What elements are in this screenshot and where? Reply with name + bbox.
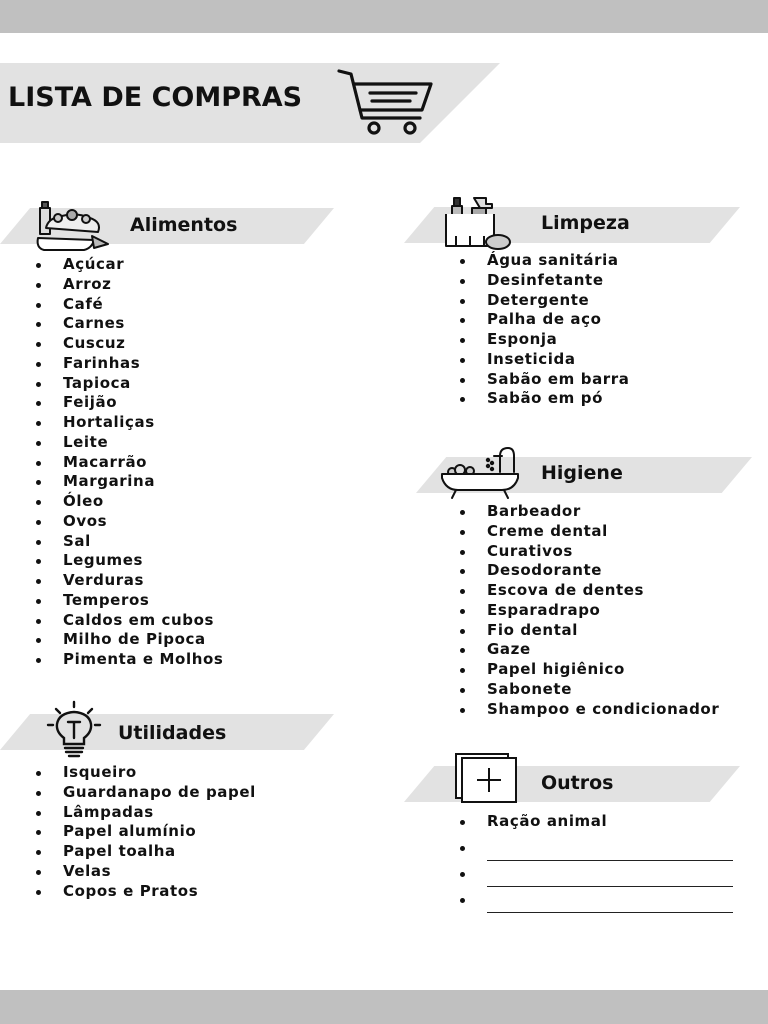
section-title: Outros bbox=[541, 772, 614, 794]
list-item: Lâmpadas bbox=[35, 803, 256, 823]
list-item: Esparadrapo bbox=[459, 601, 719, 621]
section-title: Higiene bbox=[541, 462, 623, 484]
list-item: Feijão bbox=[35, 393, 223, 413]
list-item: Açúcar bbox=[35, 255, 223, 275]
list-item: Macarrão bbox=[35, 453, 223, 473]
list-item: Isqueiro bbox=[35, 763, 256, 783]
blank-line bbox=[487, 886, 733, 887]
list-item: Papel higiênico bbox=[459, 660, 719, 680]
list-item: Sabão em barra bbox=[459, 370, 630, 390]
list-item: Ração animal bbox=[459, 812, 607, 832]
add-box-icon bbox=[454, 752, 518, 804]
blank-list-item[interactable] bbox=[459, 838, 487, 864]
list-item: Verduras bbox=[35, 571, 223, 591]
groceries-icon bbox=[32, 198, 112, 258]
list-item: Papel alumínio bbox=[35, 822, 256, 842]
blank-lines bbox=[459, 838, 487, 916]
list-item: Gaze bbox=[459, 640, 719, 660]
list-item: Escova de dentes bbox=[459, 581, 719, 601]
top-bar bbox=[0, 0, 768, 33]
list-item: Detergente bbox=[459, 291, 630, 311]
list-item: Leite bbox=[35, 433, 223, 453]
blank-list-item[interactable] bbox=[459, 864, 487, 890]
list-item: Legumes bbox=[35, 551, 223, 571]
list-item: Pimenta e Molhos bbox=[35, 650, 223, 670]
page-title: LISTA DE COMPRAS bbox=[8, 82, 303, 113]
list-item: Guardanapo de papel bbox=[35, 783, 256, 803]
list-item: Arroz bbox=[35, 275, 223, 295]
list-item: Curativos bbox=[459, 542, 719, 562]
list-item: Óleo bbox=[35, 492, 223, 512]
list-item: Água sanitária bbox=[459, 251, 630, 271]
list-item: Milho de Pipoca bbox=[35, 630, 223, 650]
item-list bbox=[35, 763, 256, 901]
cleaning-supplies-icon bbox=[442, 192, 512, 252]
list-item: Velas bbox=[35, 862, 256, 882]
list-item: Sal bbox=[35, 532, 223, 552]
item-list bbox=[35, 255, 223, 670]
list-item: Papel toalha bbox=[35, 842, 256, 862]
list-item: Café bbox=[35, 295, 223, 315]
list-item: Cuscuz bbox=[35, 334, 223, 354]
list-item: Carnes bbox=[35, 314, 223, 334]
list-item: Tapioca bbox=[35, 374, 223, 394]
list-item: Farinhas bbox=[35, 354, 223, 374]
list-item: Fio dental bbox=[459, 621, 719, 641]
section-title: Utilidades bbox=[118, 722, 227, 744]
list-item: Shampoo e condicionador bbox=[459, 700, 719, 720]
item-list bbox=[459, 502, 719, 719]
list-item: Palha de aço bbox=[459, 310, 630, 330]
blank-line bbox=[487, 860, 733, 861]
list-item: Inseticida bbox=[459, 350, 630, 370]
list-item: Ovos bbox=[35, 512, 223, 532]
list-item: Hortaliças bbox=[35, 413, 223, 433]
list-item: Barbeador bbox=[459, 502, 719, 522]
bottom-bar bbox=[0, 990, 768, 1024]
section-title: Limpeza bbox=[541, 212, 630, 234]
list-item: Desodorante bbox=[459, 561, 719, 581]
blank-list-item[interactable] bbox=[459, 890, 487, 916]
list-item: Copos e Pratos bbox=[35, 882, 256, 902]
light-bulb-icon bbox=[44, 700, 104, 760]
shopping-cart-icon bbox=[336, 66, 436, 138]
list-item: Sabonete bbox=[459, 680, 719, 700]
list-item: Temperos bbox=[35, 591, 223, 611]
item-list bbox=[459, 251, 630, 409]
item-list bbox=[459, 812, 607, 832]
list-item: Margarina bbox=[35, 472, 223, 492]
section-title: Alimentos bbox=[130, 214, 238, 236]
blank-line bbox=[487, 912, 733, 913]
list-item: Caldos em cubos bbox=[35, 611, 223, 631]
list-item: Creme dental bbox=[459, 522, 719, 542]
list-item: Sabão em pó bbox=[459, 389, 630, 409]
list-item: Desinfetante bbox=[459, 271, 630, 291]
list-item: Esponja bbox=[459, 330, 630, 350]
bathtub-icon bbox=[440, 442, 520, 502]
